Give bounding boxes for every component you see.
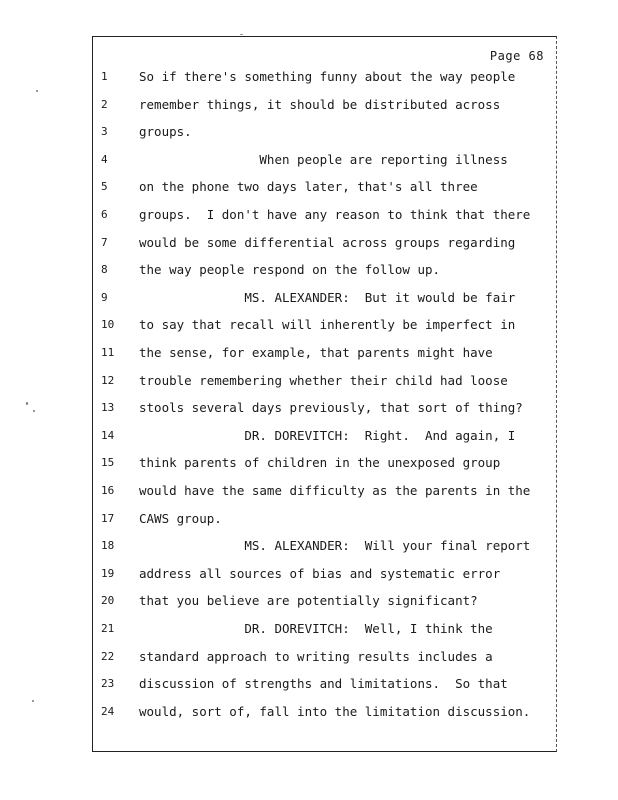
line-text: stools several days previously, that sort of thing? [139,400,523,416]
line-number: 7 [101,235,108,249]
transcript-line [93,177,556,197]
line-number: 9 [101,290,108,304]
transcript-line [93,233,556,253]
line-text: groups. [139,124,192,140]
line-number: 19 [101,566,115,580]
transcript-line [93,122,556,142]
line-number: 15 [101,456,115,470]
line-text: that you believe are potentially significant? [139,593,478,609]
line-text: trouble remembering whether their child had loose [139,372,508,388]
line-number: 1 [101,70,108,83]
transcript-page [92,36,557,752]
line-number: 14 [101,428,115,442]
scan-speck [33,410,35,412]
transcript-line [93,536,556,556]
line-text: the sense, for example, that parents might have [139,345,493,360]
line-number: 13 [101,401,115,415]
transcript-line [93,150,556,170]
line-number: 6 [101,208,108,221]
line-number: 8 [101,263,108,277]
line-text: So if there's something funny about the way people [139,69,516,84]
line-text: would be some differential across groups regarding [139,234,516,250]
line-number: 5 [101,180,108,194]
transcript-line [93,564,556,584]
line-number: 24 [101,704,115,718]
line-number: 23 [101,677,115,691]
line-text: discussion of strengths and limitations. So that [139,676,508,692]
line-text: MS. ALEXANDER: Will your final report [139,538,531,554]
line-text: When people are reporting illness [139,151,508,167]
scan-speck [32,700,34,702]
line-number: 17 [101,511,115,525]
transcript-line [93,509,556,529]
transcript-line [93,288,556,308]
line-text: the way people respond on the follow up. [139,262,441,278]
transcript-line [93,481,556,501]
line-number: 10 [101,318,115,332]
line-number: 18 [101,539,115,553]
line-text: DR. DOREVITCH: Right. And again, I [139,427,516,443]
line-number: 22 [101,649,115,663]
scan-speck [240,34,243,35]
transcript-line [93,371,556,391]
transcript-line [93,426,556,446]
transcript-line [93,343,556,363]
line-text: on the phone two days later, that's all three [139,179,478,195]
transcript-line [93,95,556,115]
scan-speck [36,90,38,92]
line-text: CAWS group. [139,510,222,526]
line-text: think parents of children in the unexposed group [139,455,501,471]
line-text: remember things, it should be distributed across [139,96,501,112]
page-number: Page 68 [489,49,544,63]
line-number: 20 [101,594,115,608]
line-number: 12 [101,373,115,387]
line-number: 3 [101,125,108,139]
line-number: 16 [101,484,115,497]
transcript-line [93,453,556,473]
line-text: MS. ALEXANDER: But it would be fair [139,289,516,305]
transcript-line [93,315,556,335]
transcript-line [93,619,556,639]
transcript-line [93,647,556,667]
transcript-line [93,674,556,694]
scan-speck [26,402,28,405]
line-text: DR. DOREVITCH: Well, I think the [139,621,493,636]
line-text: groups. I don't have any reason to think that there [139,207,531,222]
line-text: to say that recall will inherently be imperfect in [139,317,516,333]
transcript-line [93,702,556,722]
line-text: address all sources of bias and systematic error [139,565,501,581]
line-text: would, sort of, fall into the limitation discussion. [139,703,531,719]
transcript-line [93,260,556,280]
transcript-line [93,67,556,87]
transcript-line [93,205,556,225]
line-number: 11 [101,346,115,359]
line-number: 4 [101,152,108,166]
line-number: 21 [101,622,115,635]
transcript-line [93,398,556,418]
line-number: 2 [101,97,108,111]
line-text: would have the same difficulty as the parents in the [139,483,531,498]
line-text: standard approach to writing results includes a [139,648,493,664]
transcript-line [93,591,556,611]
